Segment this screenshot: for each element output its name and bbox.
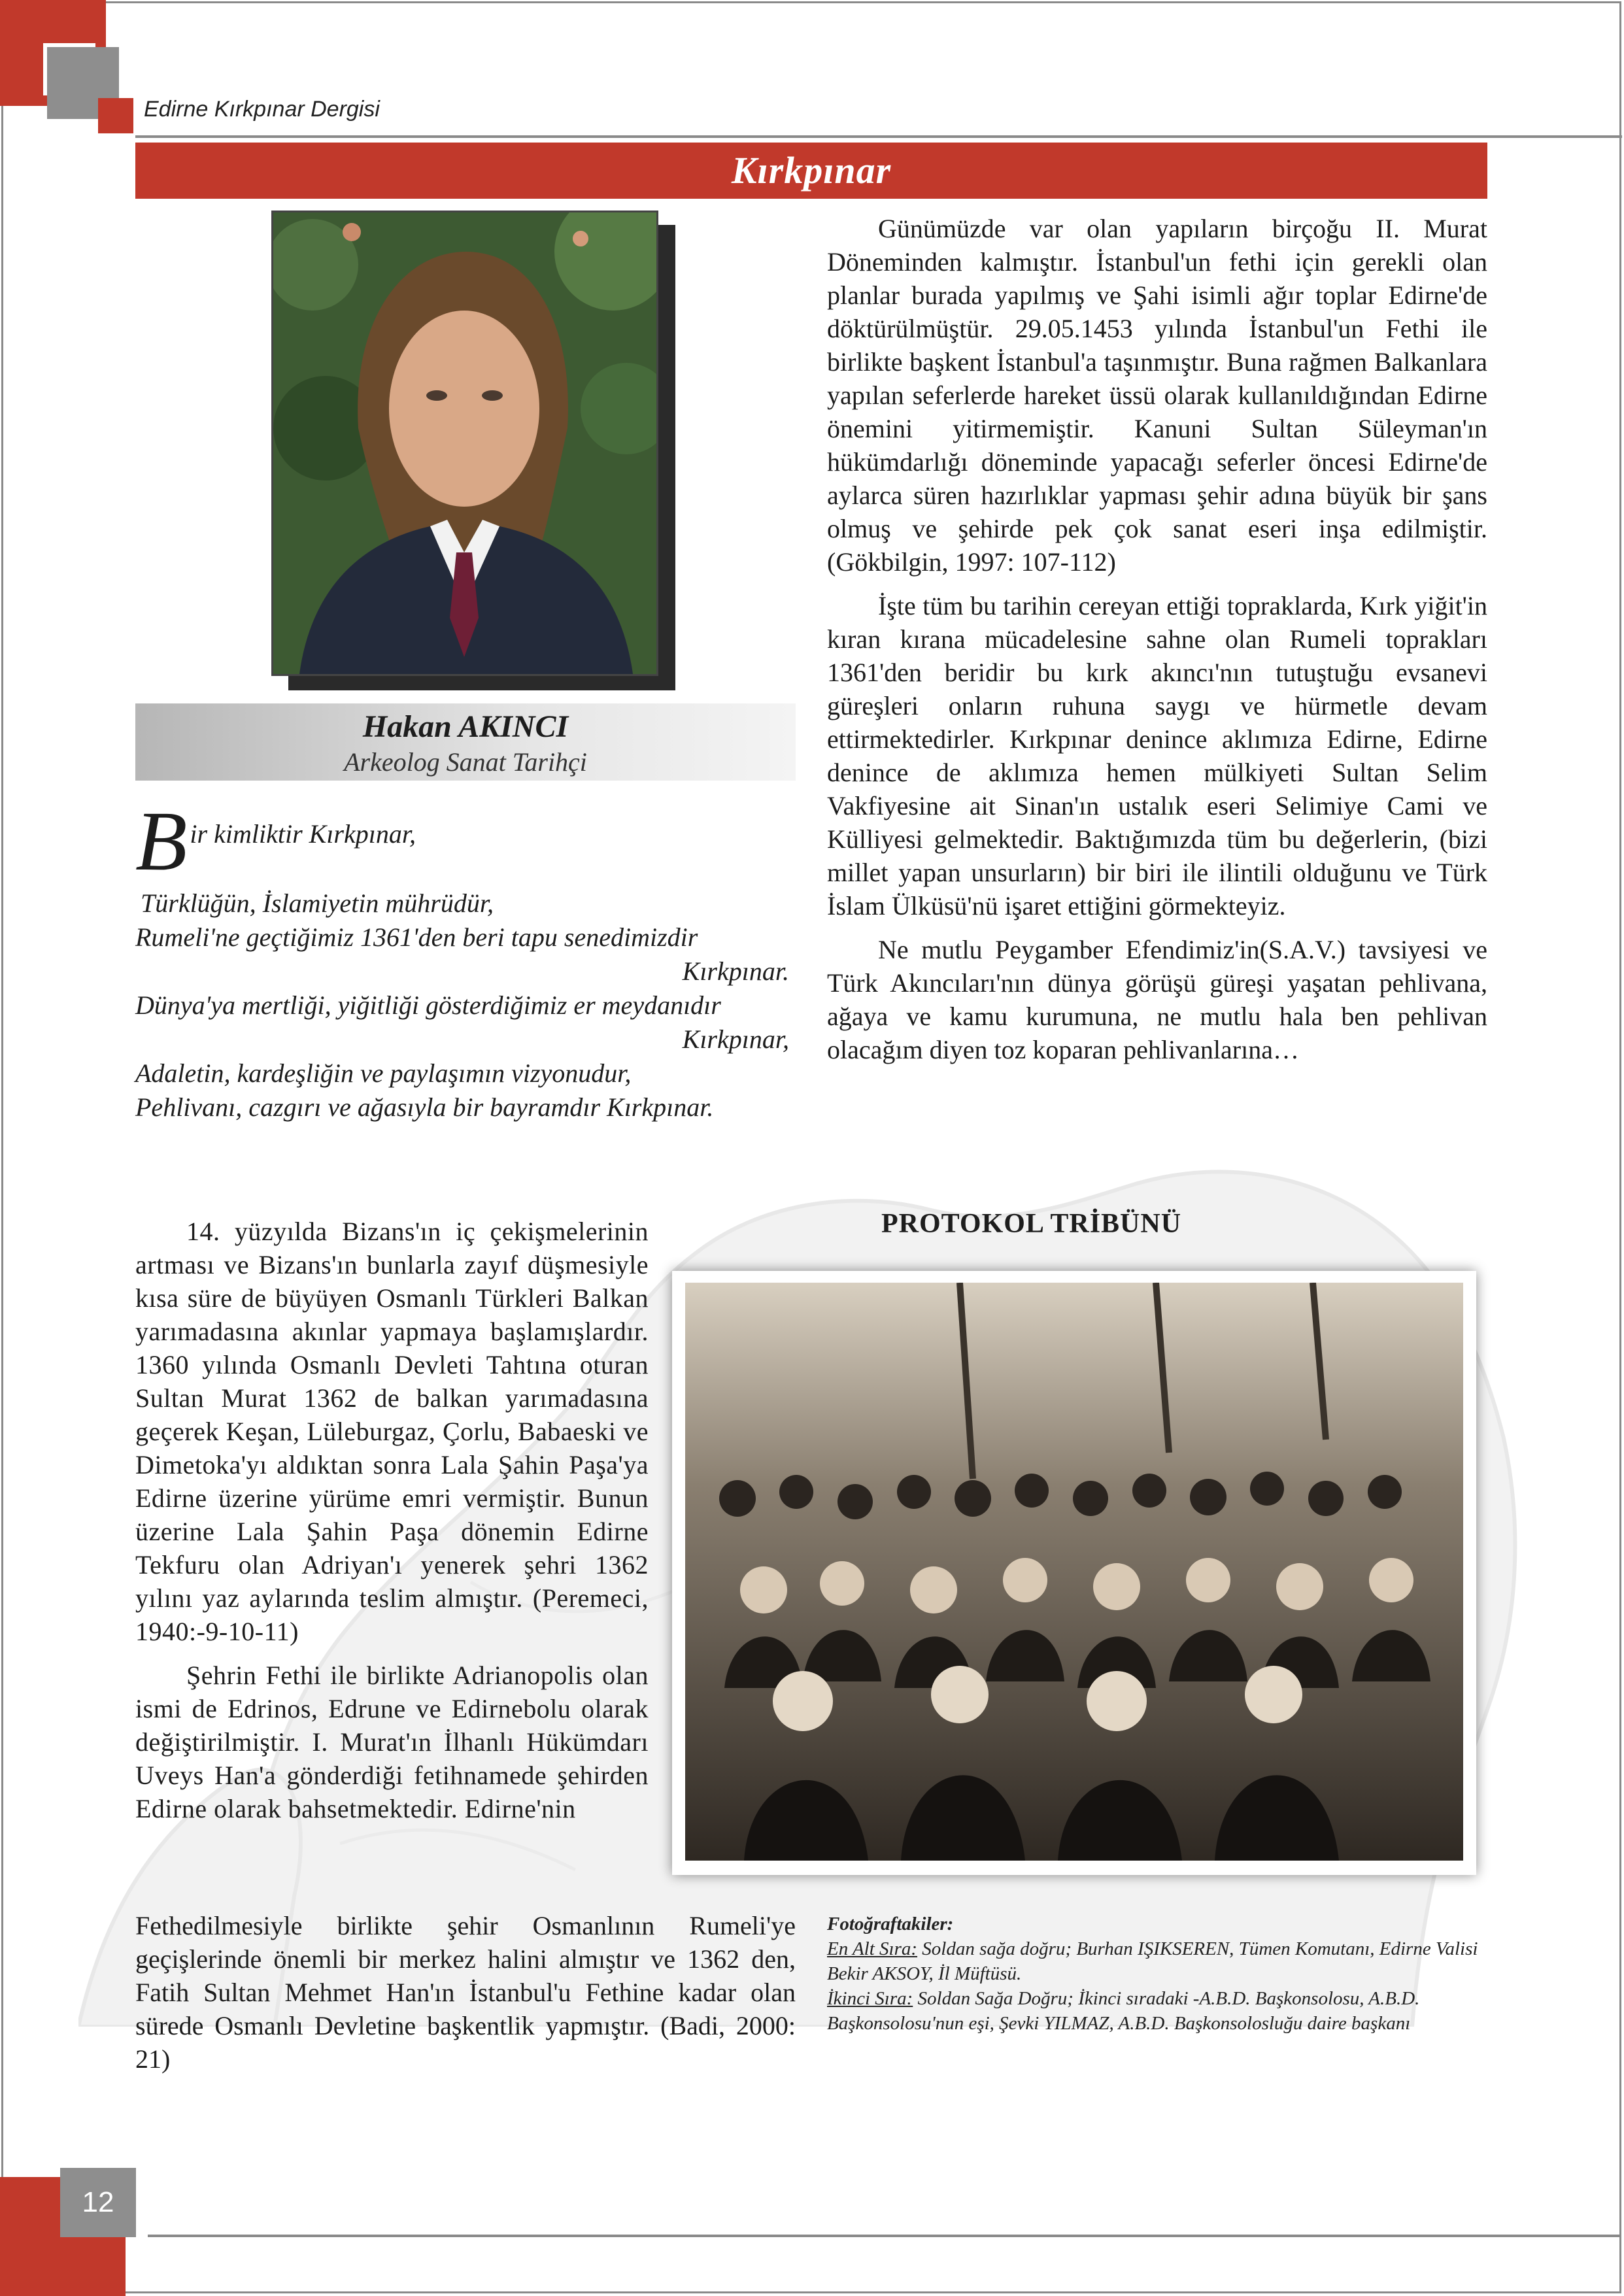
poem-line: Türklüğün, İslamiyetin mührüdür, bbox=[141, 888, 494, 918]
photo-section-title: PROTOKOL TRİBÜNÜ bbox=[881, 1209, 1182, 1239]
poem-line: Pehlivanı, cazgırı ve ağasıyla bir bayramdır Kırkpınar. bbox=[135, 1092, 714, 1122]
header-rule bbox=[135, 135, 1622, 138]
corner-block-red-small bbox=[98, 98, 133, 133]
paragraph: İşte tüm bu tarihin cereyan ettiği topraklarda, Kırk yiğit'in kıran kırana mücadelesine sahne olan Rumeli toprakları 1361'den beridir bu kırk akıncı'nın tutuştuğu evsanevi güreşleri onların ruhuna saygı ve hürmetle devam ettirmektedirler. Kırkpınar denince aklımıza Edirne, Edirne denince de aklımıza hemen mülkiyeti Sultan Selim Vakfiyesine ait Sinan'ın ustalık eseri Selimiye Cami ve Külliyesi gelmektedir. Baktığımızda tüm bu değerlerin, (bizi millet yapan unsurların) bir biri ile ilintili olduğunu ve Türk İslam Ülküsü'nü işaret ettiğini görmekteyiz. bbox=[827, 591, 1487, 920]
poem-line: Dünya'ya mertliği, yiğitliği gösterdiğimiz er meydanıdır bbox=[135, 990, 721, 1020]
protocol-tribune-photo bbox=[685, 1283, 1463, 1861]
author-name: Hakan AKINCI bbox=[362, 709, 569, 744]
author-portrait bbox=[271, 211, 658, 676]
poem-line: Kırkpınar. bbox=[682, 956, 789, 986]
poem-line: Rumeli'ne geçtiğimiz 1361'den beri tapu senedimizdir bbox=[135, 922, 698, 952]
caption-row-2-label: İkinci Sıra: bbox=[827, 1988, 913, 2009]
photo-caption bbox=[827, 1912, 1487, 2036]
poem-first-line: ir kimliktir Kırkpınar, bbox=[190, 819, 416, 849]
section-banner bbox=[135, 143, 1487, 199]
author-box bbox=[135, 703, 796, 781]
caption-row-2 bbox=[827, 1986, 1487, 2036]
left-column-text-continued bbox=[135, 1909, 796, 2086]
poem-line: Adaletin, kardeşliğin ve paylaşımın vizyonudur, bbox=[135, 1058, 632, 1088]
paragraph: Fethedilmesiyle birlikte şehir Osmanlının Rumeli'ye geçişlerinde önemli bir merkez halini almıştır ve 1362 den, Fatih Sultan Mehmet Han'ın İstanbul'u Fethine kadar olan sürede Osmanlı Devletine başkentlik yapmıştır. (Badi, 2000: 21) bbox=[135, 1911, 796, 2074]
paragraph: Ne mutlu Peygamber Efendimiz'in(S.A.V.) tavsiyesi ve Türk Akıncıları'nın dünya görüşü güreşi yaşatan pehlivana, ağaya ve kamu kurumuna, ne mutlu hala ben pehlivan olacağım diyen toz koparan pehlivanlarına… bbox=[827, 935, 1487, 1064]
portrait-illustration bbox=[273, 212, 656, 674]
left-column-text bbox=[135, 1215, 649, 1825]
caption-row-1-text: Soldan sağa doğru; Burhan IŞIKSEREN, Tümen Komutanı, Edirne Valisi Bekir AKSOY, İl Müftüsü. bbox=[827, 1938, 1478, 1984]
poem-line: Kırkpınar, bbox=[682, 1024, 789, 1054]
caption-row-2-text: Soldan Sağa Doğru; İkinci sıradaki -A.B.D. Başkonsolosu, A.B.D. Başkonsolosu'nun eşi, Şevki YILMAZ, A.B.D. Başkonsolosluğu daire başkanı bbox=[827, 1988, 1420, 2034]
page-number: 12 bbox=[60, 2168, 136, 2237]
paragraph: Günümüzde var olan yapıların birçoğu II. Murat Döneminden kalmıştır. İstanbul'un fethi için gerekli olan planlar burada yapılmış ve Şahi isimli ağır toplar Edirne'de döktürülmüştür. 29.05.1453 yılında İstanbul'un Fethi ile birlikte başkent İstanbul'a taşınmıştır. Buna rağmen Balkanlara yapılan seferlerde hareket üssü olarak kullanıldığından Edirne önemini yitirmemiştir. Kanuni Sultan Süleyman'ın hükümdarlığı döneminde yapacağı seferler öncesi Edirne'de aylarca süren hazırlıklar yapması şehir adına büyük bir şans olmuş ve şehirde pek çok sanat eseri inşa edilmiştir. (Gökbilgin, 1997: 107-112) bbox=[827, 214, 1487, 577]
poem bbox=[135, 794, 789, 1124]
right-column-text bbox=[827, 212, 1487, 1077]
author-title: Arkeolog Sanat Tarihçi bbox=[344, 747, 587, 777]
caption-heading: Fotoğraftakiler: bbox=[827, 1914, 954, 1934]
footer-rule bbox=[148, 2235, 1621, 2237]
tribune-crowd-illustration bbox=[685, 1283, 1463, 1861]
caption-row-1-label: En Alt Sıra: bbox=[827, 1938, 918, 1959]
journal-title: Edirne Kırkpınar Dergisi bbox=[144, 97, 380, 122]
paragraph: 14. yüzyılda Bizans'ın iç çekişmelerinin artması ve Bizans'ın bunlarla zayıf düşmesiyle kısa süre de büyüyen Osmanlı Türkleri Balkan yarımadasına akınlar yapmaya başlamışlardır. 1360 yılında Osmanlı Devleti Tahtına oturan Sultan Murat 1362 de balkan yarımadasına geçerek Keşan, Lüleburgaz, Çorlu, Babaeski ve Dimetoka'yı aldıktan sonra Lala Şahin Paşa'ya Edirne üzerine yürüme emri vermiştir. Bunun üzerine Lala Şahin Paşa dönemin Edirne Tekfuru olan Adriyan'ı yenerek şehri 1362 yılını yaz aylarında teslim almıştır. (Peremeci, 1940:-9-10-11) bbox=[135, 1217, 649, 1646]
section-title: Kırkpınar bbox=[731, 149, 892, 192]
paragraph: Şehrin Fethi ile birlikte Adrianopolis olan ismi de Edrinos, Edrune ve Edirnebolu olarak değiştirilmiştir. I. Murat'ın İlhanlı Hükümdarı Uveys Han'a gönderdiği fetihnamede şehirden Edirne olarak bahsetmektedir. Edirne'nin bbox=[135, 1661, 649, 1823]
poem-dropcap: B bbox=[135, 794, 188, 888]
caption-row-1 bbox=[827, 1936, 1487, 1986]
